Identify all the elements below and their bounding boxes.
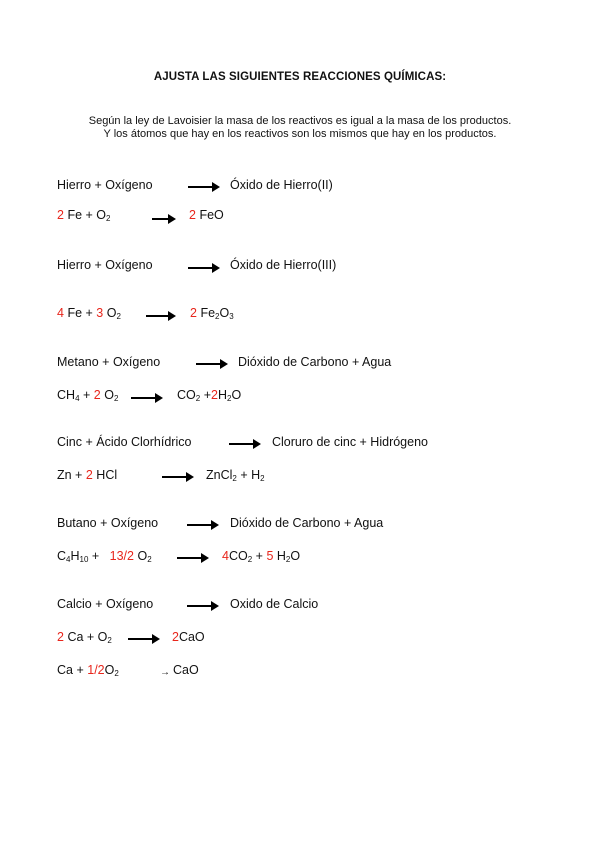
reactants-words: Metano + Oxígeno xyxy=(57,355,161,369)
subscript: 3 xyxy=(229,312,234,321)
arrow-icon xyxy=(196,363,226,365)
reaction-3-words xyxy=(57,355,160,369)
coefficient: 2 xyxy=(172,630,179,644)
reactants-words: Hierro + Oxígeno xyxy=(57,178,153,192)
arrow-icon xyxy=(177,557,207,559)
products-words: Oxido de Calcio xyxy=(230,597,319,611)
subscript: 2 xyxy=(285,555,291,564)
formula: CO xyxy=(228,549,248,563)
arrow-icon xyxy=(229,443,259,445)
coefficient: 2 xyxy=(57,630,64,644)
subscript: 2 xyxy=(113,394,119,403)
subscript: 2 xyxy=(195,394,201,403)
subscript: 4 xyxy=(75,394,80,403)
formula: Fe + xyxy=(67,208,93,222)
subscript: 2 xyxy=(226,394,232,403)
reaction-4-product xyxy=(206,468,265,482)
reaction-2-equation xyxy=(57,306,121,320)
coefficient: 4 xyxy=(57,306,64,320)
formula: Zn + xyxy=(57,468,83,482)
plus: + xyxy=(203,388,211,402)
arrow-icon xyxy=(188,186,218,188)
reaction-3-product xyxy=(177,388,241,402)
formula: CaO xyxy=(178,630,205,644)
subscript: 2 xyxy=(114,669,119,678)
subscript: 10 xyxy=(79,555,89,564)
coefficient: 2 xyxy=(211,388,218,402)
subscript: 2 xyxy=(260,474,265,483)
page-title: AJUSTA LAS SIGUIENTES REACCIONES QUÍMICAS: xyxy=(153,71,447,83)
coefficient: 2 xyxy=(93,388,101,402)
reaction-4-equation xyxy=(57,468,117,482)
formula: O xyxy=(219,306,230,320)
reaction-2-words xyxy=(57,258,153,272)
subscript: 2 xyxy=(116,312,121,321)
reaction-1-product xyxy=(189,208,224,222)
coefficient: 4 xyxy=(222,549,229,563)
arrow-icon xyxy=(162,476,192,478)
products-words: Óxido de Hierro(II) xyxy=(230,178,333,192)
reaction-5-words xyxy=(57,516,158,530)
coefficient: 1/2 xyxy=(87,663,105,677)
arrow-icon xyxy=(128,638,158,640)
coefficient: 2 xyxy=(85,468,93,482)
plus: + xyxy=(83,388,91,402)
subscript: 4 xyxy=(66,555,71,564)
coefficient: 2 xyxy=(57,208,64,222)
subscript: 2 xyxy=(106,214,111,223)
formula: Fe xyxy=(200,306,216,320)
plus: + xyxy=(255,549,263,563)
formula: H xyxy=(276,549,286,563)
arrow-icon xyxy=(187,524,217,526)
formula: Fe + xyxy=(67,306,93,320)
products-words: Dióxido de Carbono + Agua xyxy=(238,355,392,369)
formula: CO xyxy=(177,388,196,402)
formula: O xyxy=(106,306,117,320)
formula: H xyxy=(217,388,227,402)
reaction-3-equation xyxy=(57,388,118,402)
arrow-icon xyxy=(187,605,217,607)
reaction-6-equation xyxy=(57,630,112,644)
reaction-2-product xyxy=(190,306,234,320)
formula: O xyxy=(104,388,114,402)
reactants-words: Butano + Oxígeno xyxy=(57,516,159,530)
formula: Ca + xyxy=(57,663,84,677)
intro-line-2: Y los átomos que hay en los reactivos son los mismos que hay en los productos. xyxy=(103,128,497,140)
subscript: 2 xyxy=(147,555,152,564)
reaction-1-words xyxy=(57,178,153,192)
arrow-icon xyxy=(188,267,218,269)
products-words: Dióxido de Carbono + Agua xyxy=(230,516,384,530)
formula: CH xyxy=(57,388,76,402)
reactants-words: Calcio + Oxígeno xyxy=(57,597,154,611)
subscript: 2 xyxy=(232,474,237,483)
plus: + xyxy=(91,549,100,563)
coefficient: 13/2 xyxy=(109,549,134,563)
arrow-icon: → xyxy=(160,667,170,678)
reaction-7-equation xyxy=(57,663,119,677)
formula: Ca + O xyxy=(67,630,108,644)
coefficient: 3 xyxy=(96,306,104,320)
formula: O xyxy=(104,663,115,677)
formula: HCl xyxy=(96,468,118,482)
reaction-6-product xyxy=(172,630,205,644)
formula: O xyxy=(96,208,107,222)
reaction-6-words xyxy=(57,597,153,611)
arrow-icon xyxy=(146,315,174,317)
intro-line-1: Según la ley de Lavoisier la masa de los reactivos es igual a la masa de los productos. xyxy=(88,115,512,127)
formula: + H xyxy=(240,468,261,482)
products-words: Óxido de Hierro(III) xyxy=(230,258,337,272)
subscript: 2 xyxy=(107,636,112,645)
reaction-7-product: CaO xyxy=(173,663,199,677)
reaction-5-equation xyxy=(57,549,152,563)
reaction-5-product xyxy=(222,549,300,563)
coefficient: 5 xyxy=(266,549,274,563)
reaction-1-equation xyxy=(57,208,110,222)
products-words: Cloruro de cinc + Hidrógeno xyxy=(272,435,428,449)
arrow-icon xyxy=(131,397,161,399)
arrow-icon xyxy=(152,218,174,220)
coefficient: 2 xyxy=(189,208,196,222)
subscript: 2 xyxy=(215,312,220,321)
formula: O xyxy=(290,549,301,563)
reactants-words: Hierro + Oxígeno xyxy=(57,258,153,272)
subscript: 2 xyxy=(247,555,253,564)
formula: H xyxy=(70,549,80,563)
formula: O xyxy=(137,549,148,563)
coefficient: 2 xyxy=(190,306,197,320)
formula: C xyxy=(57,549,67,563)
formula: FeO xyxy=(199,208,224,222)
formula: ZnCl xyxy=(206,468,233,482)
formula: O xyxy=(231,388,242,402)
reaction-4-words xyxy=(57,435,191,449)
reactants-words: Cinc + Ácido Clorhídrico xyxy=(57,435,192,449)
